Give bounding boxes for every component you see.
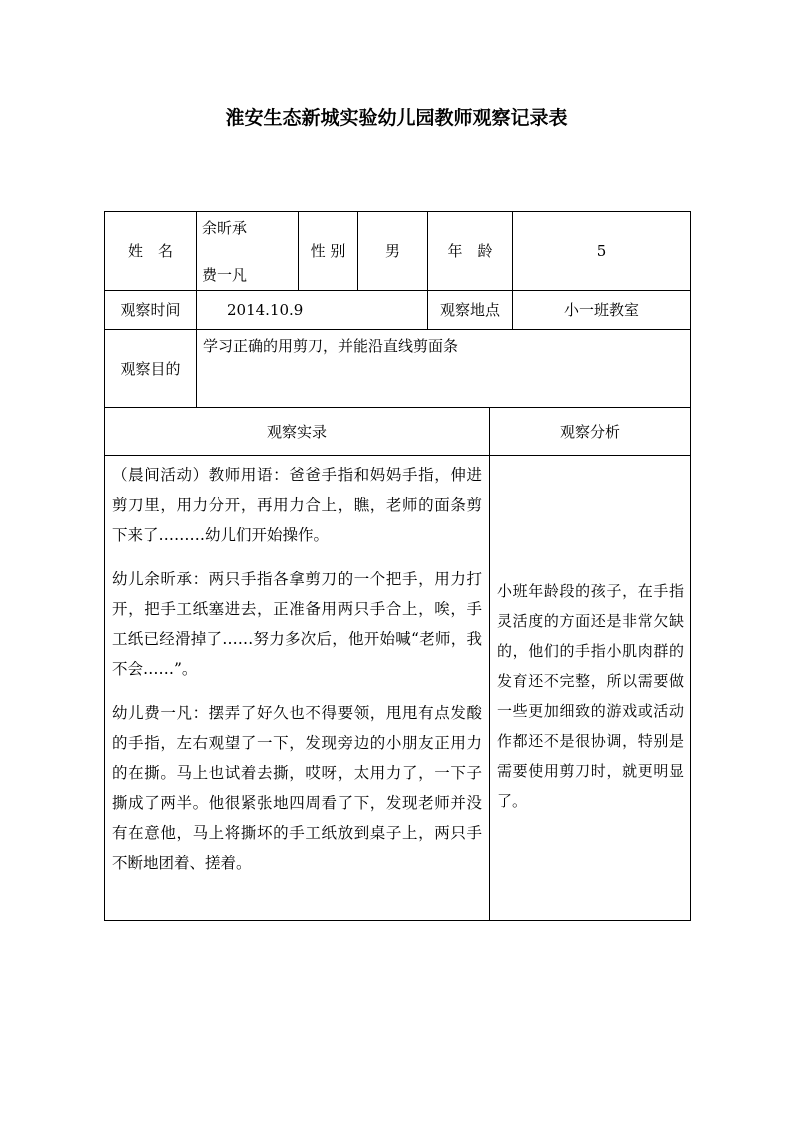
analysis-text: 小班年龄段的孩子，在手指灵活度的方面还是非常欠缺的，他们的手指小肌肉群的发育还不完整，所以需要做一些更加细致的游戏或活动作都还不是很协调，特别是需要使用剪刀时，就更明显了。 bbox=[497, 582, 684, 810]
name-values bbox=[197, 212, 298, 290]
time-label: 观察时间 bbox=[120, 301, 181, 319]
purpose-label: 观察目的 bbox=[120, 359, 181, 378]
record-header: 观察实录 bbox=[266, 422, 327, 441]
record-paragraph: （晨间活动）教师用语：爸爸手指和妈妈手指，伸进剪刀里，用力分开，再用力合上，瞧，老师的面条剪下来了………幼儿们开始操作。 bbox=[112, 466, 482, 544]
table-border-bottom bbox=[104, 920, 691, 921]
gender-value: 男 bbox=[384, 242, 400, 260]
table-border-right bbox=[690, 211, 691, 921]
analysis-content bbox=[490, 456, 690, 920]
place-label: 观察地点 bbox=[439, 301, 500, 319]
page-title: 淮安生态新城实验幼儿园教师观察记录表 bbox=[225, 107, 568, 129]
child-name: 费一凡 bbox=[202, 266, 248, 284]
record-content bbox=[105, 456, 489, 920]
gender-label: 性 别 bbox=[310, 242, 346, 260]
child-name: 余昕承 bbox=[202, 219, 248, 237]
place-value: 小一班教室 bbox=[563, 301, 639, 319]
record-paragraph: 幼儿费一凡：摆弄了好久也不得要领，甩甩有点发酸的手指，左右观望了一下，发现旁边的小朋友正用力的在撕。马上也试着去撕，哎呀，太用力了，一下子撕成了两半。他很紧张地四周看了下，发现老师并没有在意他，马上将撕坏的手工纸放到桌子上，两只手不断地团着、搓着。 bbox=[112, 704, 482, 872]
record-paragraph: 幼儿余昕承：两只手指各拿剪刀的一个把手，用力打开，把手工纸塞进去，正准备用两只手合上，唉，手工纸已经滑掉了……努力多次后，他开始喊“老师，我不会……”。 bbox=[112, 570, 482, 678]
age-label: 年 龄 bbox=[447, 242, 493, 260]
age-value: 5 bbox=[596, 242, 607, 260]
analysis-header: 观察分析 bbox=[559, 422, 620, 441]
purpose-value: 学习正确的用剪刀，并能沿直线剪面条 bbox=[203, 337, 459, 355]
name-label: 姓 名 bbox=[127, 242, 173, 260]
time-value: 2014.10.9 bbox=[227, 301, 304, 319]
